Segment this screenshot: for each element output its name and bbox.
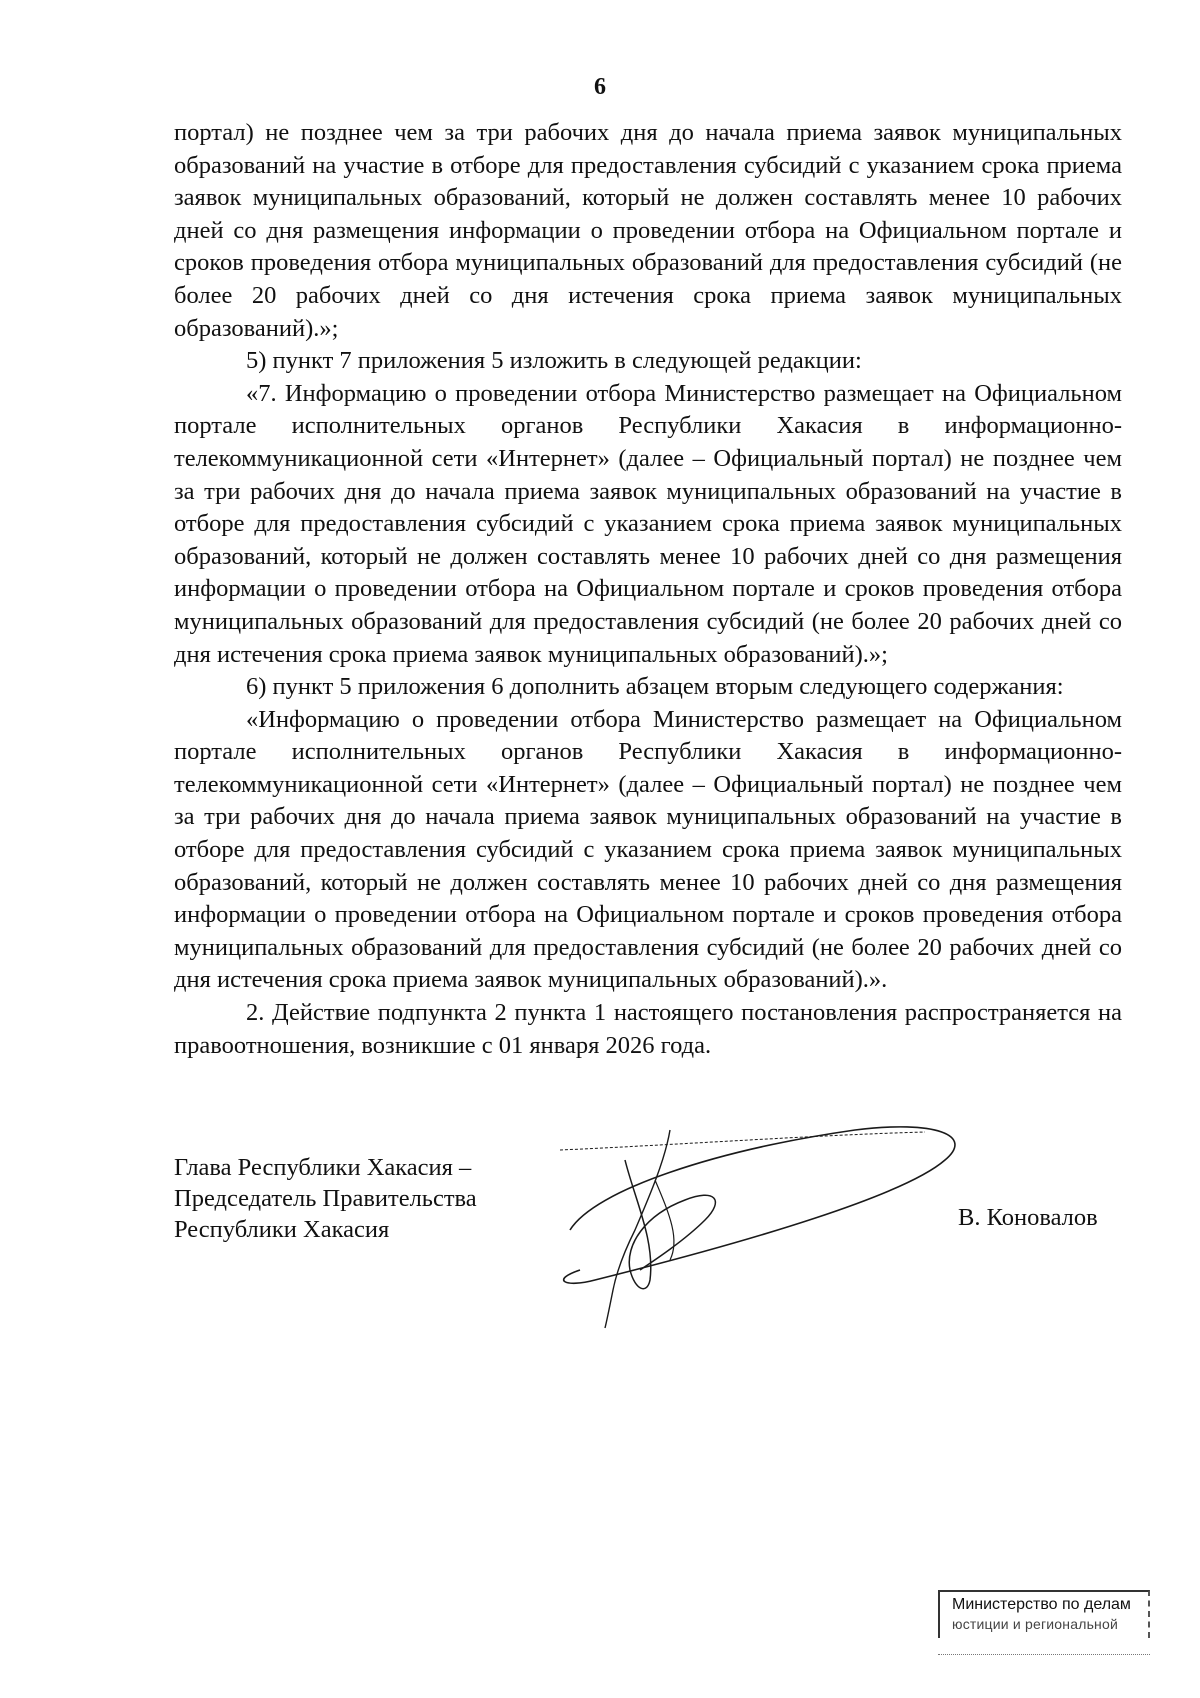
handwritten-signature bbox=[555, 1120, 975, 1330]
registration-stamp bbox=[938, 1590, 1150, 1660]
stamp-text-line: Министерство по делам bbox=[952, 1596, 1131, 1613]
stamp-text-line: юстиции и региональной bbox=[952, 1616, 1118, 1632]
paragraph-item-6: 6) пункт 5 приложения 6 дополнить абзацем вторым следующего содержания: bbox=[246, 673, 1064, 701]
document-body bbox=[174, 117, 1122, 1062]
paragraph-quote-info: «Информацию о проведении отбора Министерство размещает на Официальном портале исполнительных органов Республики Хакасия в информационно-телекоммуникационной сети «Интернет» (далее – Официальный портал) не позднее чем за три рабочих дня до начала приема заявок муниципальных образований на участие в отборе для предоставления субсидий с указанием срока приема заявок муниципальных образований, который не должен составлять менее 10 рабочих дней со дня размещения информации о проведении отбора на Официальном портале и сроков проведения отбора муниципальных образований для предоставления субсидий (не более 20 рабочих дней со дня истечения срока приема заявок муниципальных образований).». bbox=[174, 705, 1122, 994]
signatory-title-line: Председатель Правительства bbox=[174, 1185, 477, 1212]
signatory-name: В. Коновалов bbox=[958, 1204, 1098, 1231]
signatory-title-line: Глава Республики Хакасия – bbox=[174, 1154, 472, 1181]
paragraph-quote-7: «7. Информацию о проведении отбора Министерство размещает на Официальном портале исполнительных органов Республики Хакасия в информационно-телекоммуникационной сети «Интернет» (далее – Официальный портал) не позднее чем за три рабочих дня до начала приема заявок муниципальных образований на участие в отборе для предоставления субсидий с указанием срока приема заявок муниципальных образований, который не должен составлять менее 10 рабочих дней со дня размещения информации о проведении отбора на Официальном портале и сроков проведения отбора муниципальных образований для предоставления субсидий (не более 20 рабочих дней со дня истечения срока приема заявок муниципальных образований).»; bbox=[174, 379, 1122, 668]
paragraph-clause-2: 2. Действие подпункта 2 пункта 1 настоящего постановления распространяется на правоотношения, возникшие с 01 января 2026 года. bbox=[174, 999, 1122, 1059]
stamp-dotted-line bbox=[938, 1654, 1150, 1655]
paragraph-continuation: портал) не позднее чем за три рабочих дня до начала приема заявок муниципальных образований на участие в отборе для предоставления субсидий с указанием срока приема заявок муниципальных образований, который не должен составлять менее 10 рабочих дней со дня размещения информации о проведении отбора на Официальном портале и сроков проведения отбора муниципальных образований для предоставления субсидий (не более 20 рабочих дней со дня истечения срока приема заявок муниципальных образований).»; bbox=[174, 119, 1122, 342]
paragraph-item-5: 5) пункт 7 приложения 5 изложить в следующей редакции: bbox=[246, 347, 862, 375]
page-number: 6 bbox=[594, 74, 606, 100]
signatory-title bbox=[174, 1152, 477, 1245]
signatory-title-line: Республики Хакасия bbox=[174, 1216, 390, 1243]
